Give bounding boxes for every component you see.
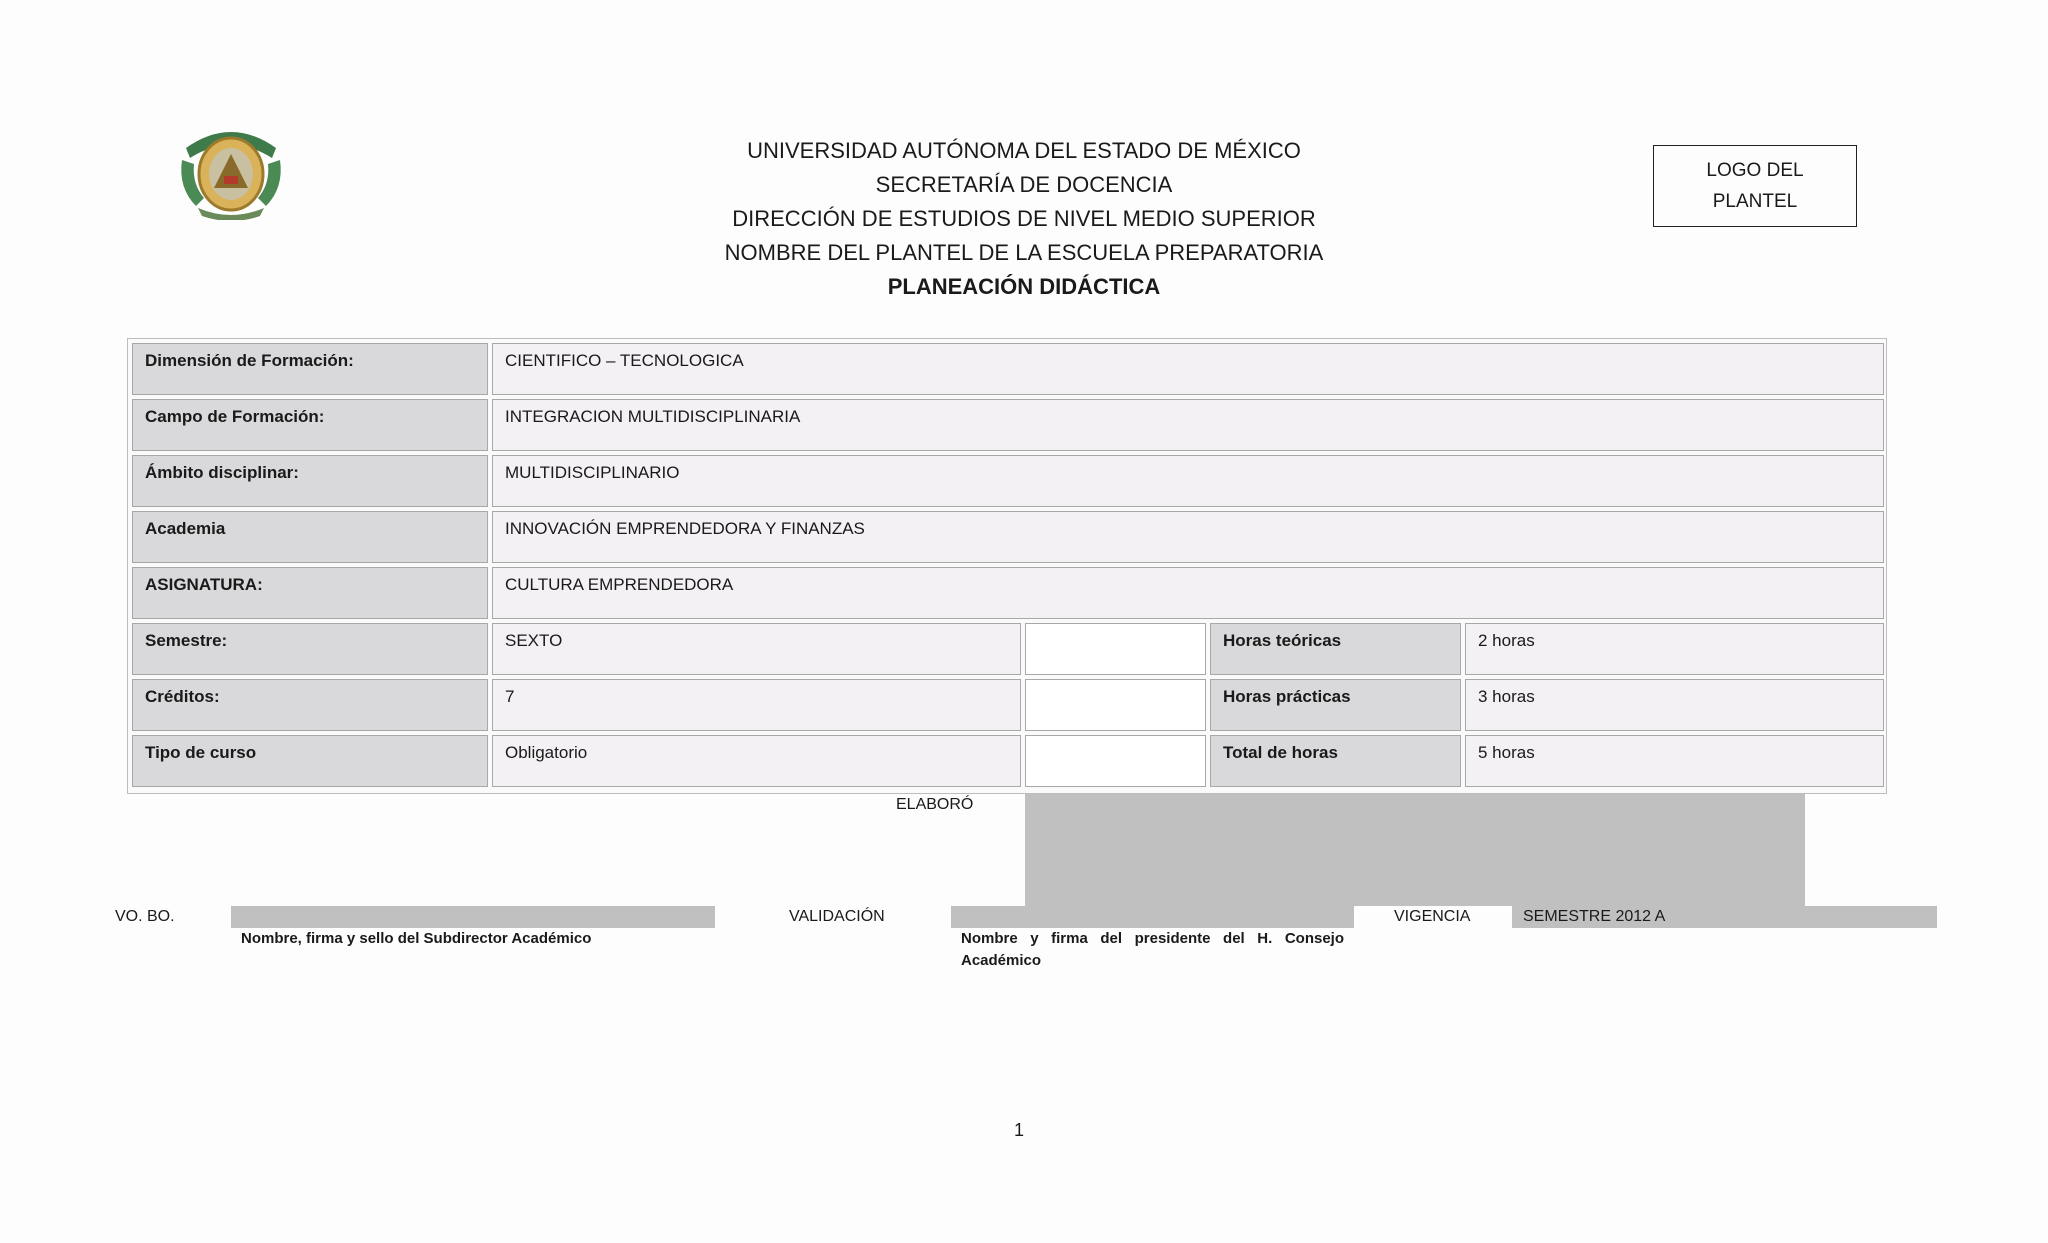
ambito-label: Ámbito disciplinar: xyxy=(132,455,488,507)
blank-cell xyxy=(1025,679,1206,731)
tipo-curso-label: Tipo de curso xyxy=(132,735,488,787)
horas-teoricas-value: 2 horas xyxy=(1465,623,1884,675)
academia-value: INNOVACIÓN EMPRENDEDORA Y FINANZAS xyxy=(492,511,1884,563)
creditos-value: 7 xyxy=(492,679,1021,731)
horas-practicas-value: 3 horas xyxy=(1465,679,1884,731)
elaboro-signature-box xyxy=(1025,794,1805,906)
semestre-value: SEXTO xyxy=(492,623,1021,675)
document-title: PLANEACIÓN DIDÁCTICA xyxy=(887,274,1161,299)
vobo-signature-line xyxy=(231,906,715,928)
header-line-secretaria: SECRETARÍA DE DOCENCIA xyxy=(875,172,1173,197)
document-header xyxy=(640,134,1408,304)
tipo-curso-value: Obligatorio xyxy=(492,735,1021,787)
total-horas-label: Total de horas xyxy=(1210,735,1461,787)
dimension-label: Dimensión de Formación: xyxy=(132,343,488,395)
horas-practicas-label: Horas prácticas xyxy=(1210,679,1461,731)
page-number: 1 xyxy=(1014,1120,1025,1140)
semestre-label: Semestre: xyxy=(132,623,488,675)
academia-label: Academia xyxy=(132,511,488,563)
creditos-label: Créditos: xyxy=(132,679,488,731)
vigencia-value: SEMESTRE 2012 A xyxy=(1523,908,1666,925)
elaboro-label: ELABORÓ xyxy=(896,796,974,813)
logo-placeholder-box: LOGO DEL PLANTEL xyxy=(1653,145,1857,227)
asignatura-label: ASIGNATURA: xyxy=(132,567,488,619)
campo-value: INTEGRACION MULTIDISCIPLINARIA xyxy=(492,399,1884,451)
campo-label: Campo de Formación: xyxy=(132,399,488,451)
university-seal-icon xyxy=(176,118,286,220)
vigencia-label: VIGENCIA xyxy=(1394,908,1471,925)
header-line-plantel: NOMBRE DEL PLANTEL DE LA ESCUELA PREPARATORIA xyxy=(724,240,1324,265)
vobo-label: VO. BO. xyxy=(115,908,175,925)
dimension-value: CIENTIFICO – TECNOLOGICA xyxy=(492,343,1884,395)
blank-cell xyxy=(1025,623,1206,675)
header-line-university: UNIVERSIDAD AUTÓNOMA DEL ESTADO DE MÉXICO xyxy=(747,138,1301,163)
course-info-table xyxy=(127,338,1887,794)
total-horas-value: 5 horas xyxy=(1465,735,1884,787)
horas-teoricas-label: Horas teóricas xyxy=(1210,623,1461,675)
validacion-caption: Nombre y firma del presidente del H. Consejo Académico xyxy=(961,930,1344,969)
header-line-direccion: DIRECCIÓN DE ESTUDIOS DE NIVEL MEDIO SUPERIOR xyxy=(732,206,1316,231)
ambito-value: MULTIDISCIPLINARIO xyxy=(492,455,1884,507)
vobo-caption: Nombre, firma y sello del Subdirector Académico xyxy=(241,930,592,947)
validacion-label: VALIDACIÓN xyxy=(789,908,885,925)
blank-cell xyxy=(1025,735,1206,787)
asignatura-value: CULTURA EMPRENDEDORA xyxy=(492,567,1884,619)
validacion-signature-line xyxy=(951,906,1354,928)
